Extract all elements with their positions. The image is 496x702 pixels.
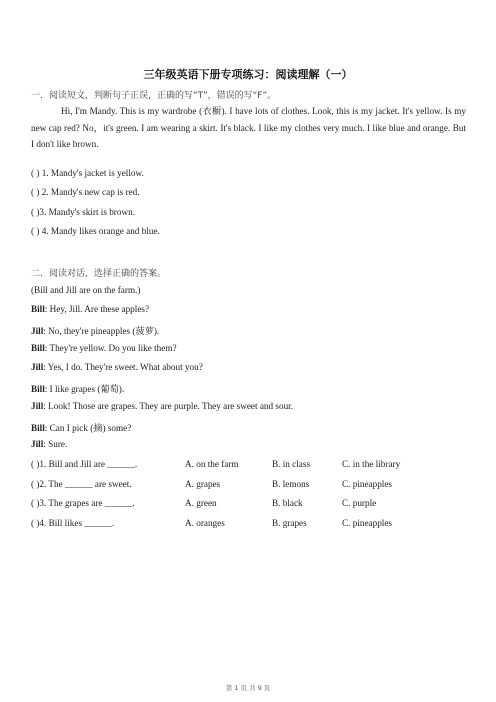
- dialogue-line: [31, 323, 159, 337]
- dialogue-line: [31, 362, 203, 372]
- dialogue-line: [31, 381, 124, 395]
- question-4-option-c: C. pineapples: [342, 518, 393, 528]
- dialogue-line: [31, 343, 177, 353]
- question-2-option-a: A. grapes: [185, 479, 221, 489]
- speaker-name: Jill: [31, 362, 44, 372]
- speaker-name: Jill: [31, 401, 44, 411]
- question-1-stem: ( )1. Bill and Jill are ______.: [31, 459, 138, 469]
- dialogue-text: : Hey, Jill. Are these apples?: [44, 304, 150, 314]
- judge-item-1: ( ) 1. Mandy's jacket is yellow.: [31, 168, 144, 178]
- question-1-option-c: C. in the library: [342, 459, 401, 469]
- judge-item-3: ( )3. Mandy's skirt is brown.: [31, 207, 135, 217]
- dialogue-line: [31, 401, 293, 411]
- judge-item-2: ( ) 2. Mandy's new cap is red.: [31, 187, 140, 197]
- dialogue-text: : I like grapes (葡萄).: [44, 384, 125, 394]
- question-3-stem: ( )3. The grapes are ______.: [31, 498, 135, 508]
- speaker-name: Bill: [31, 343, 45, 353]
- question-2-option-c: C. pineapples: [342, 479, 393, 489]
- section1-passage: Hi, I'm Mandy. This is my wardrobe (衣橱). I have lots of clothes. Look, this is my jacket. It's yellow. Is my new cap red? No，it's green. I am wearing a skirt. It's black. I like my clothes very much. I like blue and orange. But I don't like brown.: [31, 106, 466, 150]
- question-2-stem: ( )2. The ______ are sweet.: [31, 479, 132, 489]
- speaker-name: Jill: [31, 439, 44, 449]
- judge-item-4: ( ) 4. Mandy likes orange and blue.: [31, 226, 160, 236]
- speaker-name: Bill: [31, 304, 45, 314]
- dialogue-text: : They're yellow. Do you like them?: [44, 343, 177, 353]
- dialogue-text: : Look! Those are grapes. They are purple. They are sweet and sour.: [43, 401, 294, 411]
- section2-heading: 二．阅读对话，选择正确的答案。: [31, 269, 167, 279]
- page-title: 三年级英语下册专项练习：阅读理解（一）: [143, 68, 353, 81]
- dialogue-text: : Yes, I do. They're sweet. What about you?: [43, 362, 203, 372]
- dialogue-text: : Can I pick (摘) some?: [44, 423, 132, 433]
- question-2-option-b: B. lemons: [272, 479, 310, 489]
- dialogue-text: : No, they're pineapples (菠萝).: [43, 326, 160, 336]
- question-4-stem: ( )4. Bill likes ______.: [31, 518, 115, 528]
- question-4-option-b: B. grapes: [272, 518, 307, 528]
- dialogue-line: [31, 420, 131, 434]
- dialogue-line: [31, 439, 67, 449]
- question-1-option-b: B. in class: [272, 459, 311, 469]
- question-3-option-c: C. purple: [342, 498, 377, 508]
- section1-heading: 一．阅读短文，判断句子正误，正确的写“T”，错误的写“F”。: [31, 91, 277, 101]
- speaker-name: Bill: [31, 423, 45, 433]
- speaker-name: Bill: [31, 384, 45, 394]
- dialogue-text: : Sure.: [43, 439, 68, 449]
- speaker-name: Jill: [31, 326, 44, 336]
- question-3-option-a: A. green: [185, 498, 217, 508]
- question-4-option-a: A. oranges: [185, 518, 225, 528]
- page-footer: 第 1 页 共 9 页: [225, 684, 271, 692]
- dialogue-intro: (Bill and Jill are on the farm.): [31, 285, 141, 295]
- question-1-option-a: A. on the farm: [185, 459, 239, 469]
- question-3-option-b: B. black: [272, 498, 303, 508]
- dialogue-line: [31, 304, 149, 314]
